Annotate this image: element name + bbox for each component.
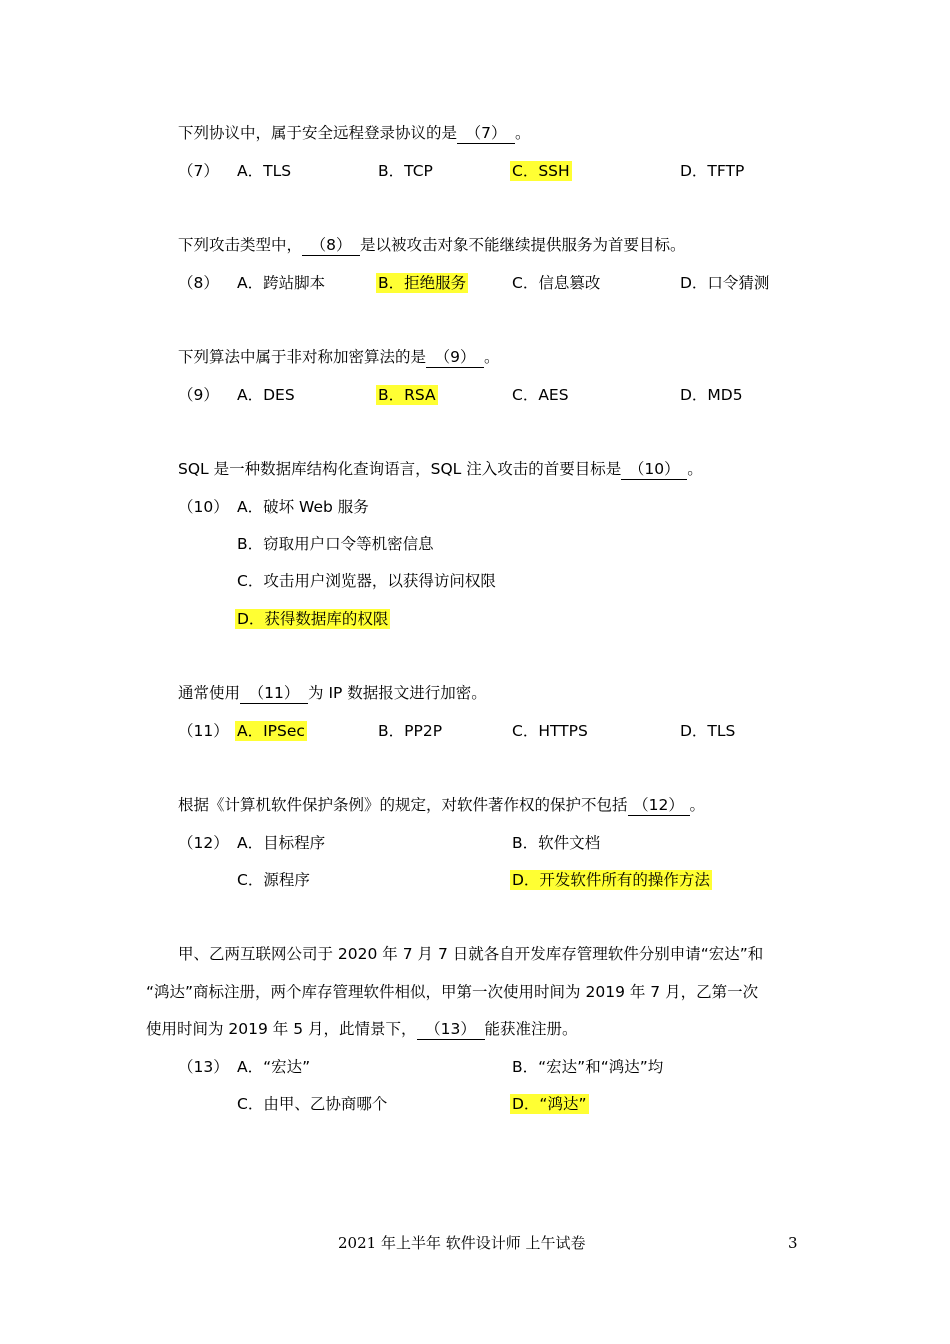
question-number: （13） <box>178 1058 229 1076</box>
answer-blank: （11） <box>240 683 308 704</box>
question-number: （7） <box>178 162 219 180</box>
question-12-stem: 根据《计算机软件保护条例》的规定，对软件著作权的保护不包括 （12） 。 <box>178 796 706 814</box>
option-c: C．信息篡改 <box>512 274 601 292</box>
option-b-correct: B．拒绝服务 <box>378 274 467 292</box>
option-b-correct: B．RSA <box>378 386 436 404</box>
option-d: D．TLS <box>680 722 736 740</box>
option-a-correct: A．IPSec <box>237 722 305 740</box>
option-a: A．DES <box>237 386 295 404</box>
answer-blank: （12） <box>628 795 690 816</box>
answer-blank: （7） <box>457 123 515 144</box>
question-13-stem-line1: 甲、乙两互联网公司于 2020 年 7 月 7 日就各自开发库存管理软件分别申请“宏达”和 <box>178 945 764 963</box>
answer-blank: （10） <box>621 459 687 480</box>
option-b: B．软件文档 <box>512 834 601 852</box>
option-a: A．TLS <box>237 162 292 180</box>
option-c: C．源程序 <box>237 871 310 889</box>
option-d-correct: D．获得数据库的权限 <box>237 610 389 628</box>
answer-blank: （9） <box>426 347 484 368</box>
option-b: B．“宏达”和“鸿达”均 <box>512 1058 664 1076</box>
option-b: B．TCP <box>378 162 433 180</box>
option-c: C．HTTPS <box>512 722 588 740</box>
question-number: （9） <box>178 386 219 404</box>
question-number: （11） <box>178 722 229 740</box>
option-b: B．PP2P <box>378 722 443 740</box>
question-13-stem-line3: 使用时间为 2019 年 5 月，此情景下， （13） 能获准注册。 <box>146 1020 578 1038</box>
question-10-stem: SQL 是一种数据库结构化查询语言，SQL 注入攻击的首要目标是 （10） 。 <box>178 460 703 478</box>
question-8-stem: 下列攻击类型中， （8） 是以被攻击对象不能继续提供服务为首要目标。 <box>178 236 686 254</box>
question-number: （12） <box>178 834 229 852</box>
question-9-stem: 下列算法中属于非对称加密算法的是 （9） 。 <box>178 348 500 366</box>
page-number: 3 <box>788 1234 798 1252</box>
option-d: D．口令猜测 <box>680 274 770 292</box>
option-a: A．跨站脚本 <box>237 274 326 292</box>
option-a: A．“宏达” <box>237 1058 311 1076</box>
option-a: A．目标程序 <box>237 834 326 852</box>
answer-blank: （13） <box>417 1019 485 1040</box>
option-c-correct: C．SSH <box>512 162 570 180</box>
option-b: B．窃取用户口令等机密信息 <box>237 535 434 553</box>
option-d-correct: D．“鸿达” <box>512 1095 587 1113</box>
option-d: D．MD5 <box>680 386 743 404</box>
option-d: D．TFTP <box>680 162 745 180</box>
option-a: A．破坏 Web 服务 <box>237 498 369 516</box>
question-number: （8） <box>178 274 219 292</box>
option-d-correct: D．开发软件所有的操作方法 <box>512 871 710 889</box>
question-number: （10） <box>178 498 229 516</box>
option-c: C．AES <box>512 386 569 404</box>
answer-blank: （8） <box>302 235 360 256</box>
option-c: C．由甲、乙协商哪个 <box>237 1095 388 1113</box>
footer-title: 2021 年上半年 软件设计师 上午试卷 <box>338 1234 586 1252</box>
question-7-stem: 下列协议中，属于安全远程登录协议的是 （7） 。 <box>178 124 531 142</box>
option-c: C．攻击用户浏览器，以获得访问权限 <box>237 572 496 590</box>
question-13-stem-line2: “鸿达”商标注册，两个库存管理软件相似，甲第一次使用时间为 2019 年 7 月，乙第一次 <box>146 983 759 1001</box>
question-11-stem: 通常使用 （11） 为 IP 数据报文进行加密。 <box>178 684 487 702</box>
